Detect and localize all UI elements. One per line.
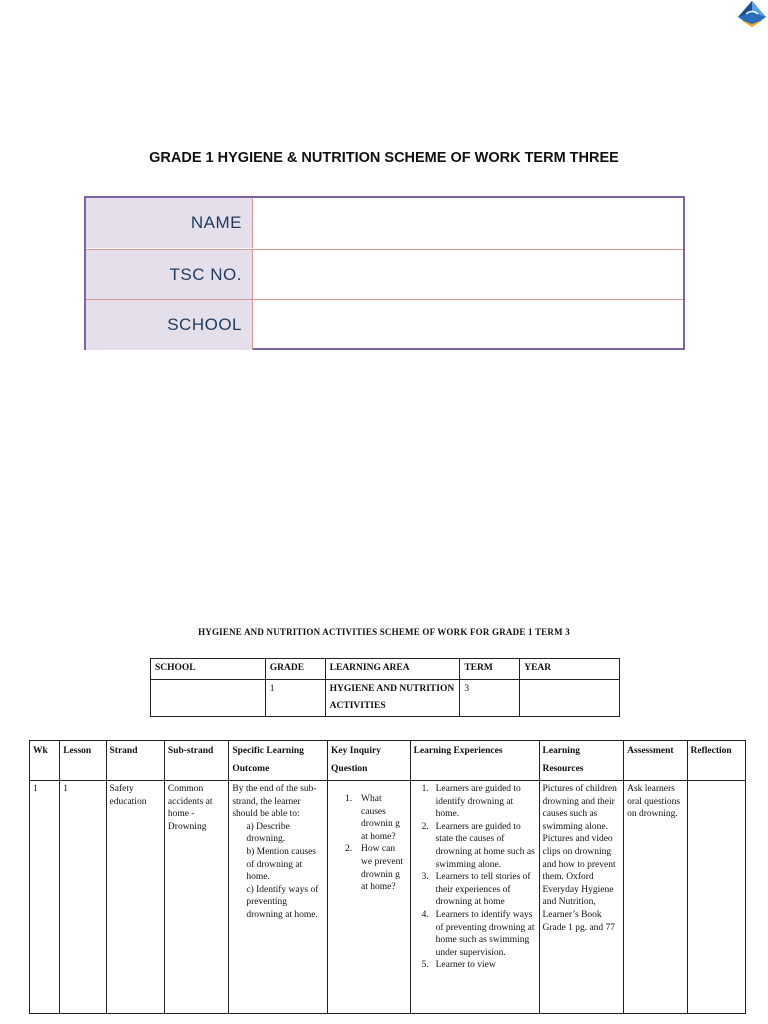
cell-lesson: 1 [60,781,106,1014]
school-field[interactable] [254,300,683,350]
meta-value-row [151,680,620,717]
header-outcome: Specific Learning Outcome [229,741,328,781]
outcome-list [232,821,324,922]
scheme-table [29,740,746,1014]
meta-table [150,658,620,717]
list-item: a) Describe drowning. [246,821,290,845]
cell-sub-strand: Common accidents at home - Drowning [164,781,228,1014]
outcome-intro: By the end of the sub-strand, the learner should be able to: [232,784,317,820]
inquiry-list [331,793,407,894]
meta-header-learning-area: LEARNING AREA [325,659,460,680]
header-reflection: Reflection [687,741,745,781]
meta-value-learning-area: HYGIENE AND NUTRITION ACTIVITIES [325,680,460,717]
list-item: 5. Learner to view [421,960,496,971]
scheme-subtitle: HYGIENE AND NUTRITION ACTIVITIES SCHEME OF WORK FOR GRADE 1 TERM 3 [198,627,570,637]
info-row-school [86,299,683,350]
experiences-list [414,783,536,972]
teacher-info-box [84,196,685,350]
meta-header-year: YEAR [520,659,620,680]
header-inquiry: Key Inquiry Question [328,741,411,781]
document-title: GRADE 1 HYGIENE & NUTRITION SCHEME OF WORK TERM THREE [149,150,619,166]
meta-value-year [520,680,620,717]
header-lesson: Lesson [60,741,106,781]
cell-wk: 1 [30,781,60,1014]
tsc-label: TSC NO. [86,250,253,300]
meta-value-school [151,680,266,717]
list-item: c) Identify ways of preventing drowning at home. [246,884,319,920]
name-label: NAME [86,198,253,248]
info-row-tsc [86,249,683,300]
logo-icon [737,0,767,28]
cell-inquiry [328,781,411,1014]
list-item: 1. Learners are guided to identify drowning at home. [421,784,521,820]
header-experiences: Learning Experiences [410,741,539,781]
list-item: 1. What causes drownin g at home? [345,794,400,842]
meta-header-school: SCHOOL [151,659,266,680]
school-label: SCHOOL [86,300,253,350]
cell-resources: Pictures of children drowning and their causes such as swimming alone. Pictures and video clips on drowning and how to prevent them. Oxford Everyday Hygiene and Nutrition, Learner’s Book Grade 1 pg. and 77 [539,781,624,1014]
header-assessment: Assessment [624,741,687,781]
list-item: 2. Learners are guided to state the causes of drowning at home such as swimming alone. [421,821,535,870]
name-field[interactable] [254,198,683,248]
info-row-name [86,198,683,248]
cell-assessment: Ask learners oral questions on drowning. [624,781,687,1014]
header-sub-strand: Sub-strand [164,741,228,781]
scheme-header-row [30,741,746,781]
list-item: b) Mention causes of drowning at home. [246,846,317,883]
meta-value-grade: 1 [265,680,325,717]
list-item: 2. How can we prevent drownin g at home? [345,844,403,893]
meta-header-row [151,659,620,680]
meta-header-grade: GRADE [265,659,325,680]
cell-outcome [229,781,328,1014]
header-resources: Learning Resources [539,741,624,781]
list-item: 3. Learners to tell stories of their experiences of drowning at home [421,872,531,908]
cell-experiences [410,781,539,1014]
meta-header-term: TERM [460,659,520,680]
table-row [30,781,746,1014]
meta-value-term: 3 [460,680,520,717]
cell-strand: Safety education [106,781,164,1014]
list-item: 4. Learners to identify ways of preventing drowning at home such as swimming under supervision. [421,909,535,958]
header-wk: Wk [30,741,60,781]
header-strand: Strand [106,741,164,781]
cell-reflection [687,781,745,1014]
tsc-field[interactable] [254,250,683,300]
